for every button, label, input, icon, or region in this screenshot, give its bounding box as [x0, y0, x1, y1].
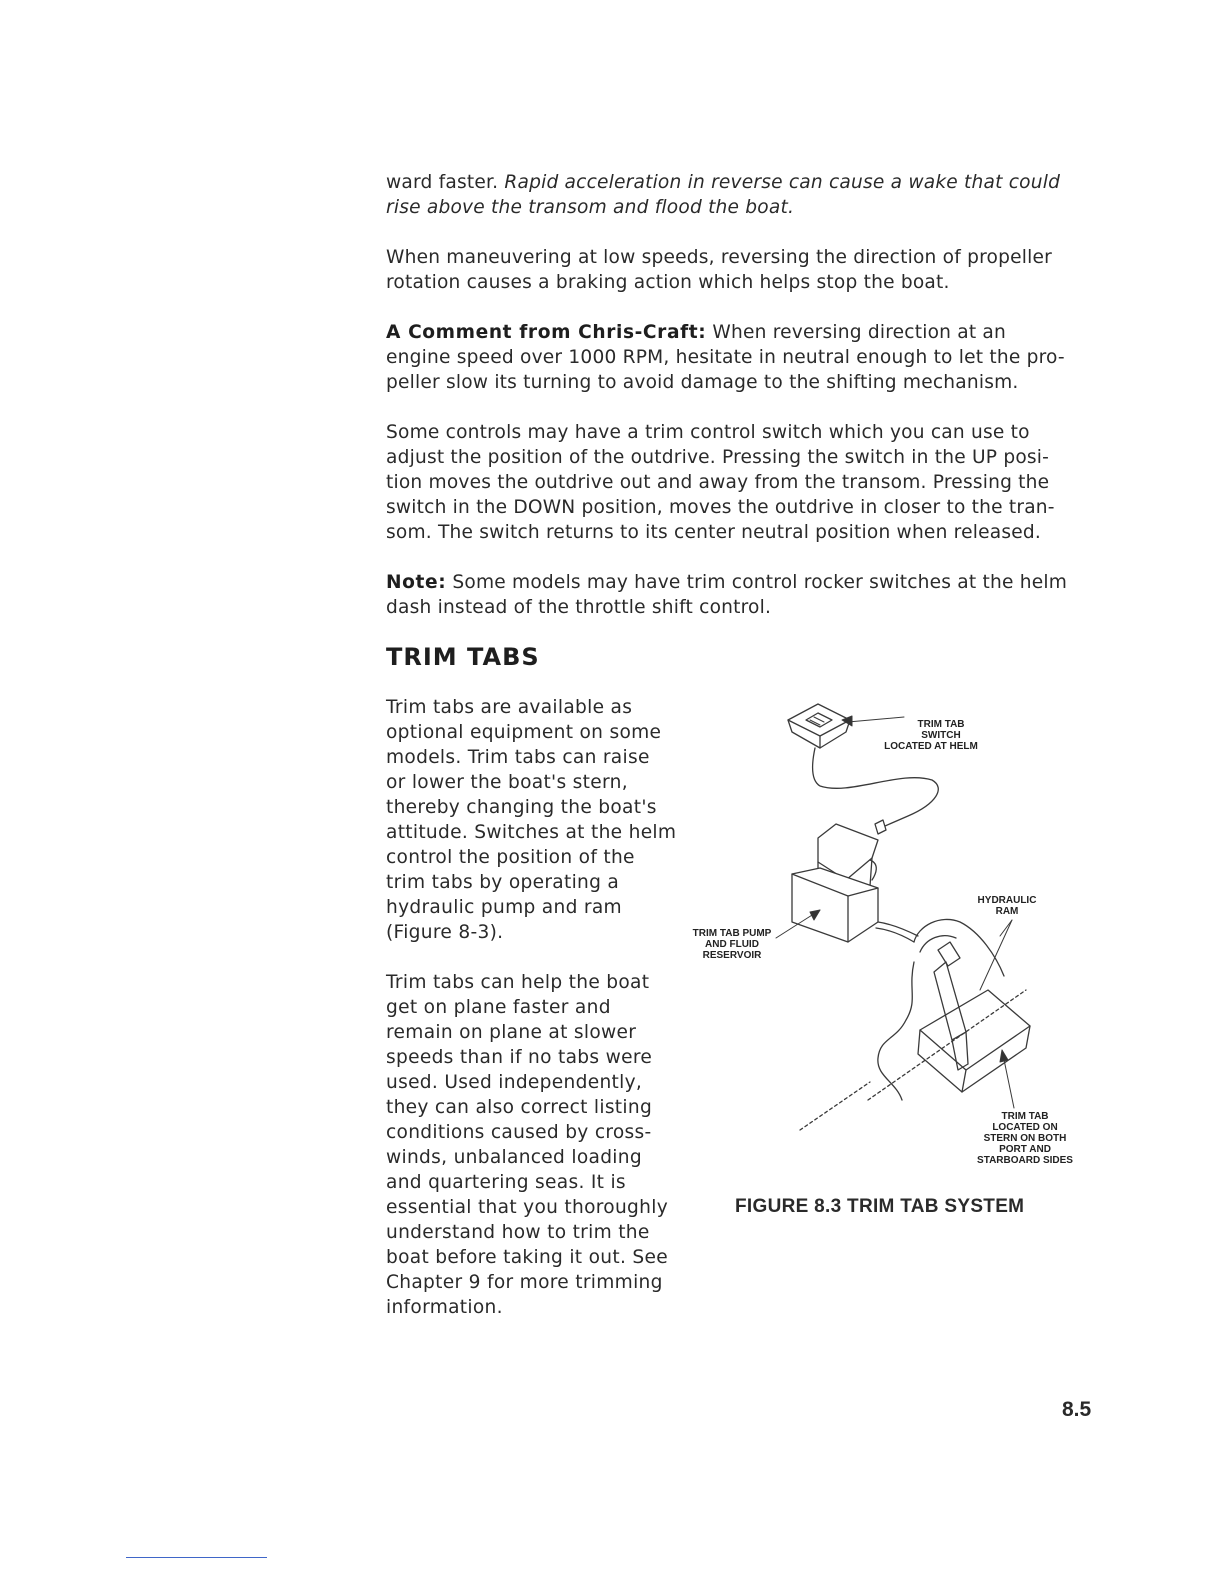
comment-line: engine speed over 1000 RPM, hesitate in neutral enough to let the pro-	[386, 347, 1065, 368]
helm-switch-icon	[788, 704, 850, 748]
ram-label: HYDRAULIC RAM	[977, 895, 1037, 917]
column-line: essential that you thoroughly	[386, 1197, 669, 1218]
paragraph-trim-switch	[386, 420, 1098, 545]
trim-switch-line: adjust the position of the outdrive. Pressing the switch in the UP posi-	[386, 447, 1050, 468]
trim-tabs-paragraph-1	[386, 695, 686, 945]
column-line: trim tabs by operating a	[386, 872, 620, 893]
column-line: and quartering seas. It is	[386, 1172, 626, 1193]
column-line: Trim tabs are available as	[386, 697, 633, 718]
trim-tabs-paragraph-2	[386, 970, 686, 1320]
paragraph-note	[386, 570, 1098, 620]
column-line: speeds than if no tabs were	[386, 1047, 653, 1068]
column-line: optional equipment on some	[386, 722, 662, 743]
page-number: 8.5	[1062, 1398, 1092, 1421]
column-line: get on plane faster and	[386, 997, 611, 1018]
note-line: dash instead of the throttle shift control.	[386, 597, 772, 618]
column-line: winds, unbalanced loading	[386, 1147, 642, 1168]
switch-wire	[813, 748, 939, 826]
section-heading: TRIM TABS	[386, 643, 540, 671]
comment-lead: A Comment from Chris-Craft:	[386, 322, 707, 343]
paragraph-braking	[386, 245, 1098, 295]
column-line: understand how to trim the	[386, 1222, 650, 1243]
column-line: hydraulic pump and ram	[386, 897, 622, 918]
tab-label: TRIM TAB LOCATED ON STERN ON BOTH PORT AND STARBOARD SIDES	[977, 1111, 1073, 1166]
column-line: Chapter 9 for more trimming	[386, 1272, 663, 1293]
pump-reservoir-icon	[792, 824, 878, 942]
switch-label: TRIM TAB SWITCH LOCATED AT HELM	[884, 719, 978, 752]
column-line: used. Used independently,	[386, 1072, 643, 1093]
column-line: attitude. Switches at the helm	[386, 822, 677, 843]
column-line: information.	[386, 1297, 503, 1318]
trim-switch-line: tion moves the outdrive out and away from the transom. Pressing the	[386, 472, 1050, 493]
comment-text: When reversing direction at an	[706, 322, 1007, 343]
paragraph-chris-craft-comment	[386, 320, 1098, 395]
column-line: or lower the boat's stern,	[386, 772, 628, 793]
reverse-text: ward faster.	[386, 172, 505, 193]
column-line: Trim tabs can help the boat	[386, 972, 650, 993]
comment-line: peller slow its turning to avoid damage to the shifting mechanism.	[386, 372, 1019, 393]
column-line: boat before taking it out. See	[386, 1247, 668, 1268]
column-line: remain on plane at slower	[386, 1022, 637, 1043]
column-line: models. Trim tabs can raise	[386, 747, 650, 768]
column-line: (Figure 8-3).	[386, 922, 504, 943]
trim-switch-line: som. The switch returns to its center neutral position when released.	[386, 522, 1041, 543]
column-line: thereby changing the boat's	[386, 797, 657, 818]
trim-tab-plate-icon	[918, 990, 1030, 1092]
trim-tab-system-figure	[670, 690, 1110, 1190]
figure-caption: FIGURE 8.3 TRIM TAB SYSTEM	[735, 1196, 1025, 1217]
footnote-rule	[126, 1557, 267, 1558]
paragraph-reverse-warning	[386, 170, 1098, 220]
note-text: Some models may have trim control rocker switches at the helm	[446, 572, 1068, 593]
column-line: they can also correct listing	[386, 1097, 653, 1118]
reverse-warning-italic-1: Rapid acceleration in reverse can cause a wake that could	[504, 172, 1061, 193]
column-line: conditions caused by cross-	[386, 1122, 652, 1143]
pump-label: TRIM TAB PUMP AND FLUID RESERVOIR	[692, 928, 772, 961]
stern-outline	[800, 919, 1026, 1130]
braking-line: When maneuvering at low speeds, reversing the direction of propeller	[386, 247, 1052, 268]
trim-switch-line: switch in the DOWN position, moves the outdrive in closer to the tran-	[386, 497, 1055, 518]
column-line: control the position of the	[386, 847, 635, 868]
note-lead: Note:	[386, 572, 447, 593]
braking-line: rotation causes a braking action which helps stop the boat.	[386, 272, 950, 293]
trim-switch-line: Some controls may have a trim control switch which you can use to	[386, 422, 1030, 443]
reverse-warning-italic-2: rise above the transom and flood the boat.	[386, 197, 795, 218]
